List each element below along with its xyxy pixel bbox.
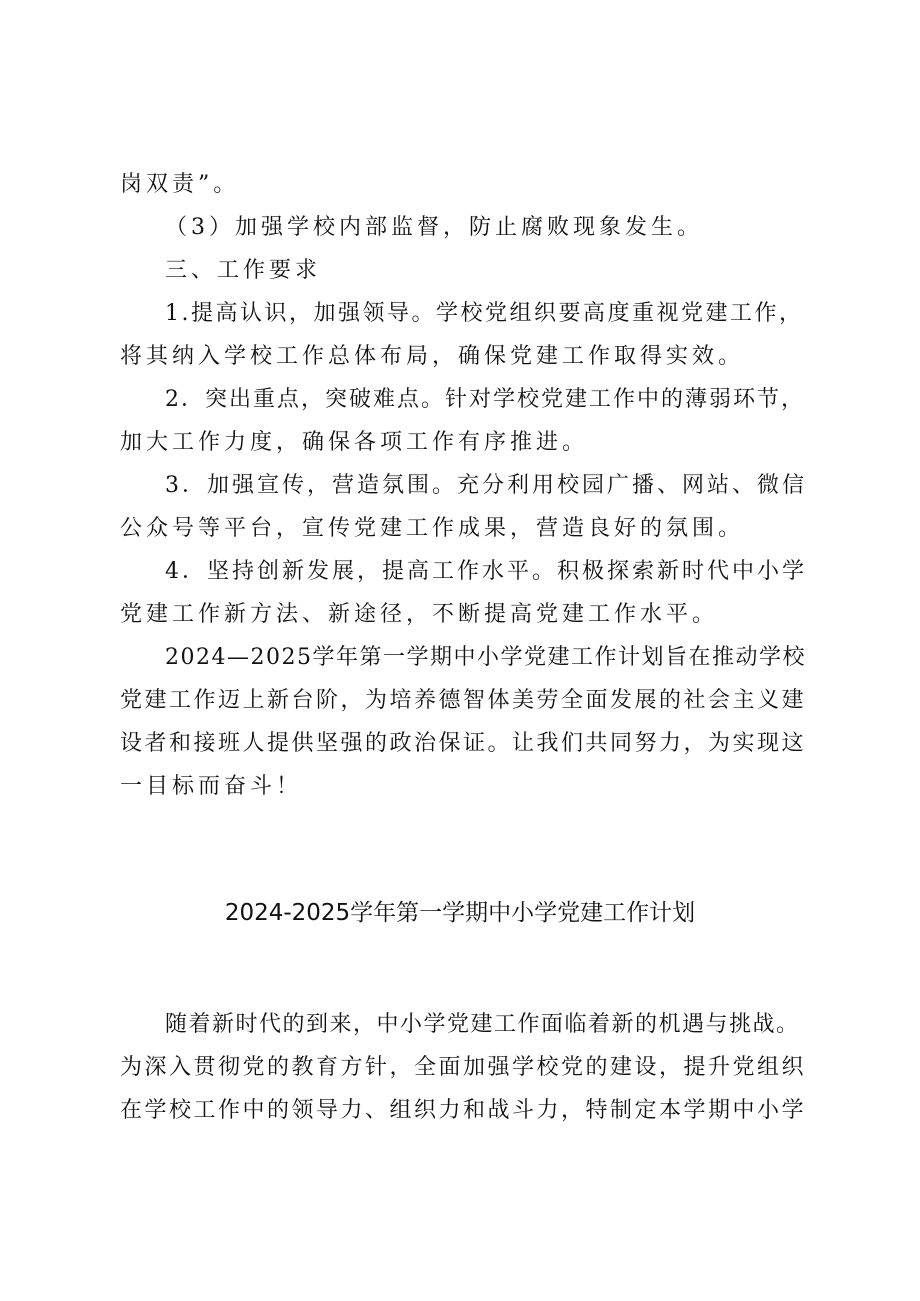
paragraph-line: 党建工作迈上新台阶，为培养德智体美劳全面发展的社会主义建 [120, 688, 807, 713]
document-title: 2024-2025学年第一学期中小学党建工作计划 [224, 900, 696, 926]
paragraph-line: 岗双责”。 [120, 172, 240, 197]
paragraph-line: 随着新时代的到来，中小学党建工作面临着新的机遇与挑战。 [165, 1012, 800, 1037]
paragraph-line: 为深入贯彻党的教育方针，全面加强学校党的建设，提升党组织 [120, 1055, 807, 1080]
paragraph-line: 在学校工作中的领导力、组织力和战斗力，特制定本学期中小学 [120, 1098, 807, 1123]
section-heading: 三、工作要求 [165, 258, 322, 283]
paragraph-line: 3．加强宣传，营造氛围。充分利用校园广播、网站、微信 [165, 473, 807, 498]
paragraph-line: 一目标而奋斗！ [120, 774, 303, 799]
paragraph-line: 2024—2025学年第一学期中小学党建工作计划旨在推动学校 [165, 645, 806, 670]
paragraph-line: 4．坚持创新发展，提高工作水平。积极探索新时代中小学 [165, 559, 807, 584]
paragraph-line: 2．突出重点，突破难点。针对学校党建工作中的薄弱环节， [165, 387, 805, 412]
paragraph-line: （3）加强学校内部监督，防止腐败现象发生。 [165, 215, 703, 240]
paragraph-line: 设者和接班人提供坚强的政治保证。让我们共同努力，为实现这 [120, 731, 807, 756]
paragraph-line: 加大工作力度，确保各项工作有序推进。 [120, 430, 589, 455]
paragraph-line: 1.提高认识，加强领导。学校党组织要高度重视党建工作， [165, 301, 804, 326]
paragraph-line: 党建工作新方法、新途径，不断提高党建工作水平。 [120, 602, 719, 627]
paragraph-line: 公众号等平台，宣传党建工作成果，营造良好的氛围。 [120, 516, 745, 541]
paragraph-line: 将其纳入学校工作总体布局，确保党建工作取得实效。 [120, 344, 745, 369]
